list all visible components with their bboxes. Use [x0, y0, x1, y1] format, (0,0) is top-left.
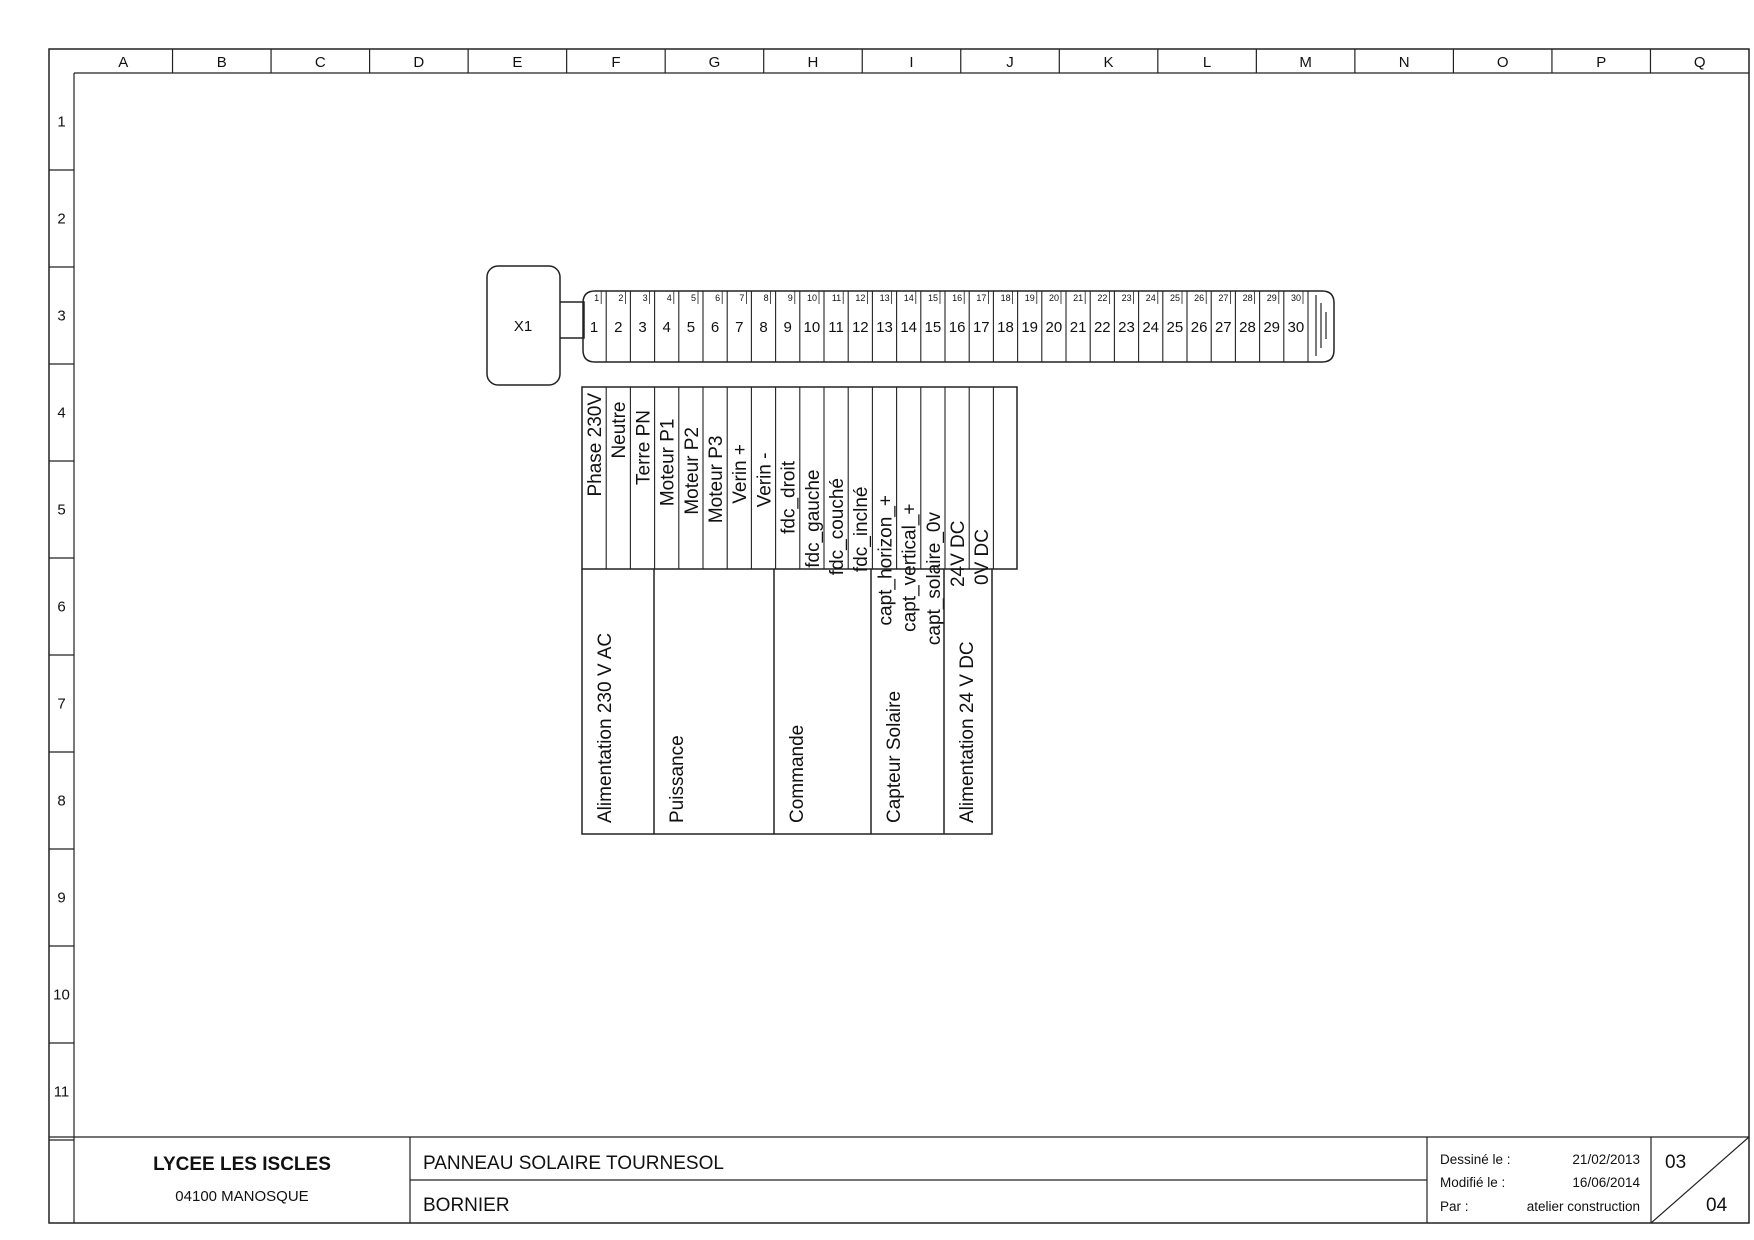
page-number: 03 — [1665, 1152, 1687, 1173]
terminal-number: 8 — [759, 319, 768, 336]
terminal-index: 10 — [806, 293, 817, 303]
terminal-index: 18 — [1000, 293, 1011, 303]
terminal-number: 17 — [972, 319, 990, 336]
column-label: E — [512, 54, 523, 71]
column-label: A — [118, 54, 129, 71]
modified-date: 16/06/2014 — [1572, 1175, 1640, 1190]
column-label: H — [807, 54, 819, 71]
terminal-number: 15 — [924, 319, 942, 336]
terminal-index: 12 — [855, 293, 866, 303]
terminal-index: 15 — [927, 293, 938, 303]
terminal-number: 20 — [1045, 319, 1063, 336]
terminal-index: 22 — [1097, 293, 1108, 303]
page-divider — [1651, 1137, 1749, 1223]
function-label: capt_vertical_+ — [899, 503, 921, 632]
terminal-number: 23 — [1118, 319, 1135, 336]
terminal-index: 7 — [739, 293, 745, 303]
function-label: 24V DC — [948, 520, 969, 588]
terminal-number: 13 — [876, 319, 893, 336]
function-label: fdc_inclné — [851, 486, 873, 573]
terminal-number: 27 — [1214, 319, 1232, 336]
row-label: 2 — [57, 210, 66, 228]
function-label: 0V DC — [972, 528, 994, 585]
terminal-index: 9 — [787, 293, 793, 303]
terminal-index: 2 — [618, 293, 624, 303]
terminal-number: 14 — [900, 319, 918, 336]
column-label: L — [1202, 54, 1212, 71]
terminal-index: 29 — [1266, 293, 1277, 303]
function-label: Moteur P2 — [681, 427, 703, 515]
terminal-index: 6 — [715, 293, 721, 303]
terminal-number: 9 — [783, 319, 792, 336]
terminal-number: 29 — [1263, 319, 1281, 336]
drawn-date: 21/02/2013 — [1572, 1152, 1640, 1167]
group-label: Alimentation 230 V AC — [595, 632, 616, 823]
by-label: Par : — [1440, 1199, 1469, 1214]
row-label: 3 — [57, 307, 66, 325]
connector-x1 — [487, 266, 1334, 385]
terminal-number: 22 — [1093, 319, 1111, 336]
function-label: capt_solaire_0v — [923, 512, 945, 646]
title-block — [153, 1137, 1749, 1223]
sheet-border — [49, 49, 1749, 1223]
group-label: Alimentation 24 V DC — [957, 641, 978, 823]
group-label: Commande — [787, 724, 808, 823]
sheet-title: BORNIER — [423, 1195, 510, 1216]
group-label: Puissance — [667, 735, 688, 823]
column-label: J — [1006, 54, 1014, 71]
column-label: O — [1496, 54, 1509, 71]
row-label: 11 — [53, 1083, 70, 1101]
row-label: 6 — [57, 598, 66, 616]
column-label: M — [1299, 54, 1312, 71]
terminal-number: 1 — [589, 319, 599, 336]
terminal-index: 3 — [642, 293, 648, 303]
terminal-index: 27 — [1218, 293, 1229, 303]
function-label: Phase 230V — [585, 393, 606, 497]
terminal-number: 3 — [638, 319, 647, 336]
terminal-index: 25 — [1169, 293, 1180, 303]
column-label: K — [1103, 54, 1114, 71]
by-value: atelier construction — [1526, 1199, 1640, 1214]
terminal-index: 30 — [1290, 293, 1301, 303]
column-label: B — [216, 54, 227, 71]
terminal-number: 4 — [662, 319, 671, 336]
function-label: fdc_droit — [778, 461, 800, 534]
terminal-index: 19 — [1024, 293, 1035, 303]
row-label: 9 — [57, 889, 66, 907]
terminal-index: 24 — [1145, 293, 1156, 303]
column-label: P — [1596, 54, 1607, 71]
row-label: 4 — [57, 404, 66, 422]
terminal-number: 21 — [1069, 319, 1087, 336]
terminal-index: 17 — [976, 293, 987, 303]
column-label: Q — [1693, 54, 1706, 71]
function-label: fdc_couché — [827, 478, 848, 576]
row-label: 7 — [57, 695, 66, 713]
school-city: 04100 MANOSQUE — [175, 1188, 309, 1205]
function-label: Moteur P3 — [706, 435, 727, 524]
terminal-index: 4 — [666, 293, 672, 303]
column-label: F — [611, 54, 621, 71]
row-label: 5 — [57, 501, 66, 519]
terminal-number: 6 — [710, 319, 720, 336]
row-label: 10 — [53, 986, 70, 1004]
ground-icon — [1316, 295, 1326, 356]
modified-label: Modifié le : — [1440, 1175, 1506, 1190]
terminal-index: 28 — [1242, 293, 1253, 303]
terminal-number: 5 — [686, 319, 696, 336]
terminal-number: 28 — [1239, 319, 1256, 336]
terminal-index: 14 — [903, 293, 914, 303]
terminal-number: 11 — [828, 319, 844, 336]
terminal-number: 10 — [803, 319, 821, 336]
connector-label: X1 — [513, 318, 533, 335]
terminal-number: 16 — [948, 319, 966, 336]
project-title: PANNEAU SOLAIRE TOURNESOL — [423, 1153, 724, 1174]
row-label: 8 — [57, 792, 66, 810]
function-label: capt_horizon_+ — [875, 495, 897, 626]
column-label: G — [708, 54, 721, 71]
function-table — [582, 387, 1017, 645]
terminal-cells — [590, 291, 1308, 362]
terminal-index: 21 — [1073, 293, 1084, 303]
row-label: 1 — [57, 113, 66, 131]
connector-link — [560, 302, 584, 338]
terminal-number: 12 — [851, 319, 869, 336]
drawn-label: Dessiné le : — [1440, 1152, 1511, 1167]
terminal-number: 25 — [1166, 319, 1184, 336]
terminal-number: 24 — [1142, 319, 1160, 336]
terminal-number: 19 — [1021, 319, 1039, 336]
terminal-index: 16 — [952, 293, 963, 303]
group-label: Capteur Solaire — [884, 690, 905, 823]
function-label: Verin + — [730, 444, 752, 504]
function-label: fdc_gauche — [802, 469, 824, 568]
terminal-index: 11 — [831, 293, 842, 303]
column-label: D — [413, 54, 425, 71]
terminal-number: 18 — [997, 319, 1014, 336]
terminal-index: 8 — [763, 293, 769, 303]
column-label: N — [1398, 54, 1410, 71]
terminal-index: 1 — [594, 293, 600, 303]
terminal-number: 7 — [735, 319, 744, 336]
column-label: C — [314, 54, 326, 71]
terminal-index: 5 — [690, 293, 696, 303]
terminal-index: 23 — [1121, 293, 1132, 303]
terminal-index: 26 — [1194, 293, 1205, 303]
terminal-number: 26 — [1190, 319, 1208, 336]
column-labels — [118, 49, 1705, 73]
function-label: Moteur P1 — [657, 418, 679, 507]
terminal-number: 30 — [1287, 319, 1305, 336]
terminal-number: 2 — [614, 319, 623, 336]
column-label: I — [909, 54, 914, 71]
school-name: LYCEE LES ISCLES — [153, 1154, 331, 1175]
function-label: Terre PN — [633, 410, 655, 485]
function-label: Verin - — [754, 452, 776, 508]
total-pages: 04 — [1706, 1195, 1728, 1216]
terminal-index: 20 — [1048, 293, 1059, 303]
row-labels — [49, 114, 74, 1141]
function-label: Neutre — [609, 401, 631, 459]
terminal-index: 13 — [879, 293, 890, 303]
